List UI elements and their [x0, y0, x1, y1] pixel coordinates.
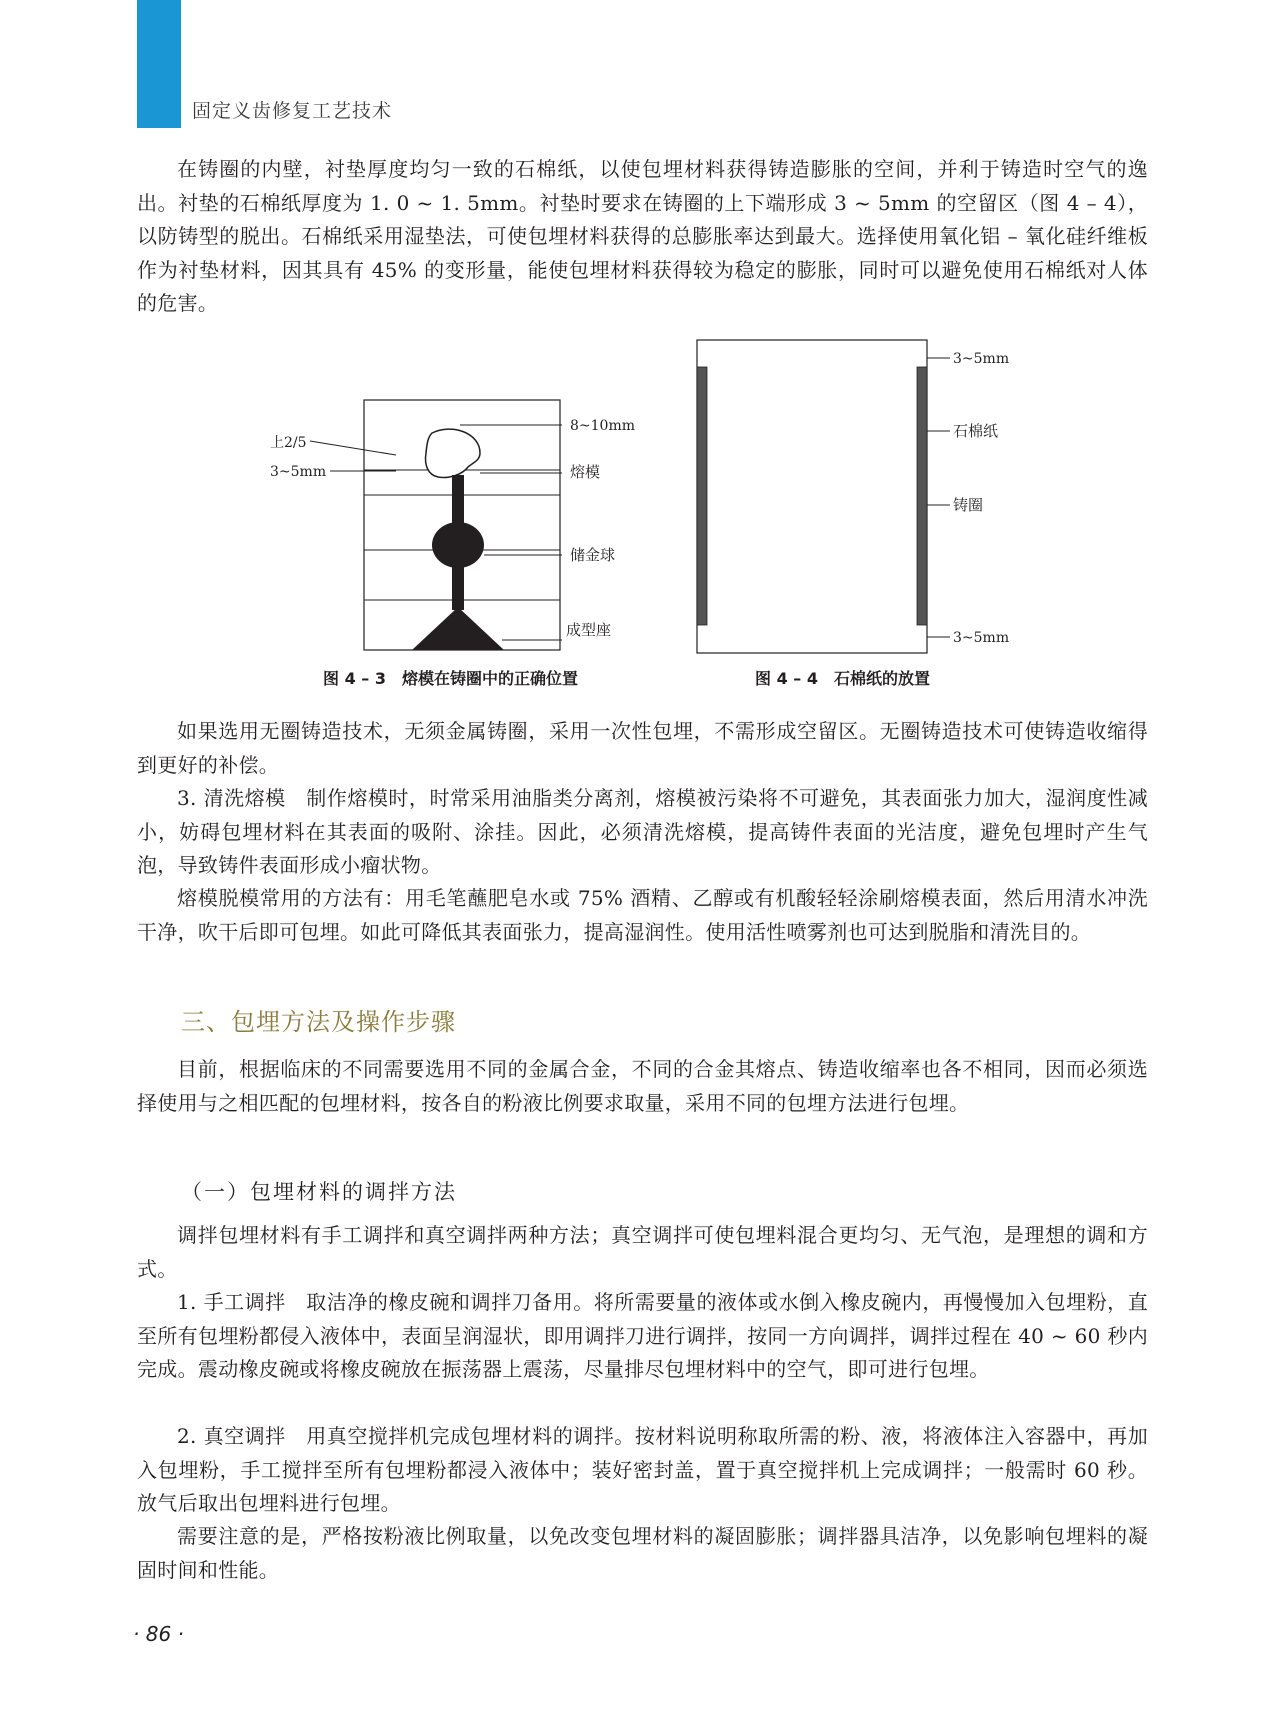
paragraph-hand-mixing: 1. 手工调拌 取洁净的橡皮碗和调拌刀备用。将所需要量的液体或水倒入橡皮碗内，再慢慢加入包埋粉，直至所有包埋粉都侵入液体中，表面呈润湿状，即用调拌刀进行调拌，按同一方向调拌，调拌过程在 40 ~ 60 秒内完成。震动橡皮碗或将橡皮碗放在振荡器上震荡，尽量排尽包埋材料中的空气，即可进行包埋。 [137, 1290, 1148, 1381]
figure-4-3-diagram [270, 395, 690, 655]
label-reservoir: 储金球 [570, 546, 616, 564]
sprue-upper [452, 475, 464, 525]
label-top-distance: 8~10mm [570, 418, 636, 434]
figure-4-4-diagram [695, 335, 1025, 655]
label-casting-ring: 铸圈 [953, 496, 984, 514]
label-asbestos-paper: 石棉纸 [953, 422, 999, 440]
right-asbestos-liner [917, 367, 927, 625]
chapter-color-tab [137, 0, 181, 128]
paragraph-notes: 需要注意的是，严格按粉液比例取量，以免改变包埋材料的凝固膨胀；调拌器具洁净，以免影响包埋料的凝固时间和性能。 [137, 1524, 1148, 1582]
figure-4-3-caption: 图 4 – 3 熔模在铸圈中的正确位置 [323, 669, 578, 688]
label-crucible-former: 成型座 [566, 621, 612, 639]
label-top-gap: 3~5mm [953, 351, 1010, 367]
label-gap: 3~5mm [270, 464, 327, 480]
left-asbestos-liner [697, 367, 707, 625]
paragraph-asbestos-lining: 在铸圈的内壁，衬垫厚度均匀一致的石棉纸，以使包埋材料获得铸造膨胀的空间，并利于铸造时空气的逸出。衬垫的石棉纸厚度为 1. 0 ~ 1. 5mm。衬垫时要求在铸圈的上下端形成 3 ~ 5mm 的空留区（图 4 – 4），以防铸型的脱出。石棉纸采用湿垫法，可使包埋材料获得的总膨胀率达到最大。选择使用氧化铝 – 氧化硅纤维板作为衬垫材料，因其具有 45% 的变形量，能使包埋材料获得较为稳定的膨胀，同时可以避免使用石棉纸对人体的危害。 [137, 157, 1148, 315]
label-top-fraction: 上2/5 [270, 435, 307, 451]
section-heading: 三、包埋方法及操作步骤 [181, 1008, 456, 1036]
label-bottom-gap: 3~5mm [953, 630, 1010, 646]
reservoir-ball [432, 522, 484, 568]
sprue-lower [452, 565, 464, 610]
figure-4-4-caption: 图 4 – 4 石棉纸的放置 [755, 669, 930, 688]
subsection-heading: （一）包埋材料的调拌方法 [181, 1180, 457, 1204]
paragraph-mixing-methods: 调拌包埋材料有手工调拌和真空调拌两种方法；真空调拌可使包埋料混合更均匀、无气泡，是理想的调和方式。 [137, 1223, 1148, 1281]
running-title: 固定义齿修复工艺技术 [192, 100, 393, 122]
casting-ring-outline [697, 340, 927, 653]
paragraph-degreasing: 熔模脱模常用的方法有：用毛笔蘸肥皂水或 75% 酒精、乙醇或有机酸轻轻涂刷熔模表面，然后用清水冲洗干净，吹干后即可包埋。如此可降低其表面张力，提高湿润性。使用活性喷雾剂也可达到脱脂和清洗目的。 [137, 886, 1148, 944]
paragraph-clean-pattern: 3. 清洗熔模 制作熔模时，时常采用油脂类分离剂，熔模被污染将不可避免，其表面张力加大，湿润度性减小，妨碍包埋材料在其表面的吸附、涂挂。因此，必须清洗熔模，提高铸件表面的光洁度，避免包埋时产生气泡，导致铸件表面形成小瘤状物。 [137, 786, 1148, 877]
crucible-former-shape [412, 607, 504, 650]
paragraph-ringless-casting: 如果选用无圈铸造技术，无须金属铸圈，采用一次性包埋，不需形成空留区。无圈铸造技术可使铸造收缩得到更好的补偿。 [137, 719, 1148, 777]
paragraph-intro-investing: 目前，根据临床的不同需要选用不同的金属合金，不同的合金其熔点、铸造收缩率也各不相同，因而必须选择使用与之相匹配的包埋材料，按各自的粉液比例要求取量，采用不同的包埋方法进行包埋。 [137, 1057, 1148, 1115]
page-number: · 86 · [133, 1622, 184, 1646]
label-wax-pattern: 熔模 [570, 463, 601, 481]
paragraph-vacuum-mixing: 2. 真空调拌 用真空搅拌机完成包埋材料的调拌。按材料说明称取所需的粉、液，将液体注入容器中，再加入包埋粉，手工搅拌至所有包埋粉都浸入液体中；装好密封盖，置于真空搅拌机上完成调拌；一般需时 60 秒。放气后取出包埋料进行包埋。 [137, 1424, 1148, 1515]
